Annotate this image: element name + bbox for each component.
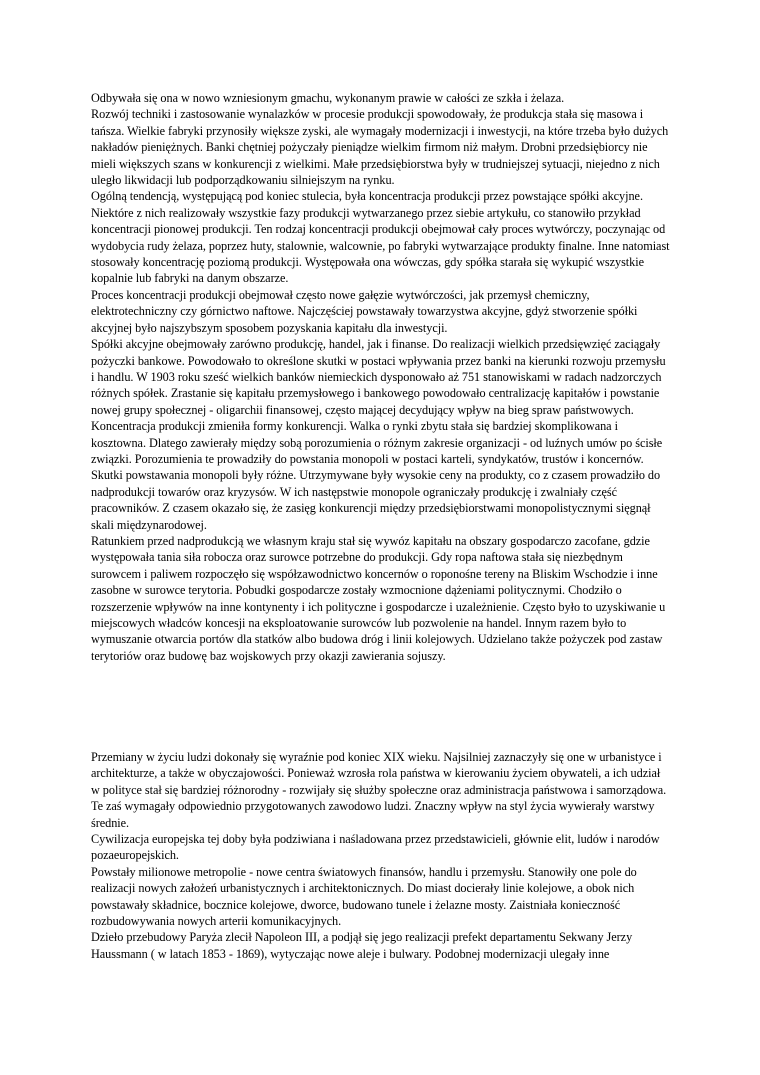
paragraph: Ogólną tendencją, występującą pod koniec stulecia, była koncentracja produkcji przez powstające spółki akcyjne. Niektóre z nich realizowały wszystkie fazy produkcji wytwarzanego przez siebie artykułu, co stanowiło przykład koncentracji pionowej produkcji. Ten rodzaj koncentracji produkcji obejmował cały proces wytwórczy, poczynając od wydobycia rudy żelaza, poprzez huty, stalownie, walcownie, po fabryki wytwarzające produkty finalne. Inne natomiast stosowały koncentrację poziomą produkcji. Występowała ona wówczas, gdy spółka starała się wykupić wszystkie kopalnie lub fabryki na danym obszarze. xyxy=(91,189,670,286)
paragraph: Skutki powstawania monopoli były różne. Utrzymywane były wysokie ceny na produkty, co z czasem prowadziło do nadprodukcji towarów oraz kryzysów. W ich następstwie monopole ograniczały produkcję i zwalniały część pracowników. Z czasem okazało się, że zasięg konkurencji między przedsiębiorstwami monopolistycznymi sięgnął skali międzynarodowej. xyxy=(91,468,661,532)
paragraph: Dzieło przebudowy Paryża zlecił Napoleon III, a podjął się jego realizacji prefekt departamentu Sekwany Jerzy Haussmann ( w latach 1853 - 1869), wytyczając nowe aleje i bulwary. Podobnej modernizacji ulegały inne xyxy=(91,930,633,961)
paragraph: Rozwój techniki i zastosowanie wynalazków w procesie produkcji spowodowały, że produkcja stała się masowa i tańsza. Wielkie fabryki przynosiły większe zyski, ale wymagały modernizacji i inwestycji, na które trzeba było dużych nakładów pieniężnych. Banki chętniej pożyczały pieniądze wielkim firmom niż małym. Drobni przedsiębiorcy nie mieli większych szans w konkurencji z wielkimi. Małe przedsiębiorstwa były w trudniejszej sytuacji, niejedno z nich uległo likwidacji lub podporządkowaniu silniejszym na rynku. xyxy=(91,107,669,188)
text-block-upper xyxy=(91,90,671,664)
paragraph: Cywilizacja europejska tej doby była podziwiana i naśladowana przez przedstawicieli, głównie elit, ludów i narodów pozaeuropejskich. xyxy=(91,832,660,863)
text-block-lower xyxy=(91,749,671,962)
paragraph: Odbywała się ona w nowo wzniesionym gmachu, wykonanym prawie w całości ze szkła i żelaza. xyxy=(91,91,565,105)
paragraph: Przemiany w życiu ludzi dokonały się wyraźnie pod koniec XIX wieku. Najsilniej zaznaczyły się one w urbanistyce i architekturze, a także w obyczajowości. Ponieważ wzrosła rola państwa w kierowaniu życiem obywateli, a ich udział w polityce stał się bardziej różnorodny - rozwijały się służby społeczne oraz administracja państwowa i samorządowa. Te zaś wymagały odpowiednio przygotowanych zawodowo ludzi. Znaczny wpływ na styl życia wywierały warstwy średnie. xyxy=(91,750,667,830)
paragraph: Koncentracja produkcji zmieniła formy konkurencji. Walka o rynki zbytu stała się bardziej skomplikowana i kosztowna. Dlatego zawierały między sobą porozumienia o różnym zakresie organizacji - od luźnych umów po ścisłe związki. Porozumienia te prowadziły do powstania monopoli w postaci karteli, syndykatów, trustów i koncernów. xyxy=(91,419,663,466)
paragraph: Powstały milionowe metropolie - nowe centra światowych finansów, handlu i przemysłu. Stanowiły one pole do realizacji nowych założeń urbanistycznych i architektonicznych. Do miast docierały linie kolejowe, a obok nich powstawały składnice, bocznice kolejowe, dworce, budowano tunele i żelazne mosty. Zaistniała konieczność rozbudowywania nowych arterii komunikacyjnych. xyxy=(91,864,637,929)
paragraph: Proces koncentracji produkcji obejmował często nowe gałęzie wytwórczości, jak przemysł chemiczny, elektrotechniczny czy górnictwo naftowe. Najczęściej powstawały towarzystwa akcyjne, gdyż stworzenie spółki akcyjnej było najszybszym sposobem pozyskania kapitału dla inwestycji. xyxy=(91,287,638,335)
paragraph: Spółki akcyjne obejmowały zarówno produkcję, handel, jak i finanse. Do realizacji wielkich przedsięwzięć zaciągały pożyczki bankowe. Powodowało to określone skutki w postaci wpływania przez banki na kierunki rozwoju przemysłu i handlu. W 1903 roku sześć wielkich banków niemieckich dysponowało aż 751 stanowiskami w radach nadzorczych różnych spółek. Zrastanie się kapitału przemysłowego i bankowego powodowało centralizację kapitałów i powstanie nowej grupy społecznej - oligarchii finansowej, często mającej decydujący wpływ na bieg spraw państwowych. xyxy=(91,337,666,417)
paragraph: Ratunkiem przed nadprodukcją we własnym kraju stał się wywóz kapitału na obszary gospodarczo zacofane, gdzie występowała tania siła robocza oraz surowce potrzebne do produkcji. Gdy ropa naftowa stała się niezbędnym surowcem i paliwem rozpoczęło się współzawodnictwo koncernów o roponośne tereny na Bliskim Wschodzie i inne zasobne w surowce terytoria. Pobudki gospodarcze zostały wzmocnione dążeniami politycznymi. Chodziło o rozszerzenie wpływów na inne kontynenty i ich polityczne i gospodarcze i uzależnienie. Często było to uzyskiwanie u miejscowych władców koncesji na eksploatowanie surowców lub pozwolenie na handel. Innym razem było to wymuszanie otwarcia portów dla statków albo budowa dróg i linii kolejowych. Udzielano także pożyczek pod zastaw terytoriów oraz budowę baz wojskowych przy okazji zawierania sojuszy. xyxy=(91,533,666,663)
